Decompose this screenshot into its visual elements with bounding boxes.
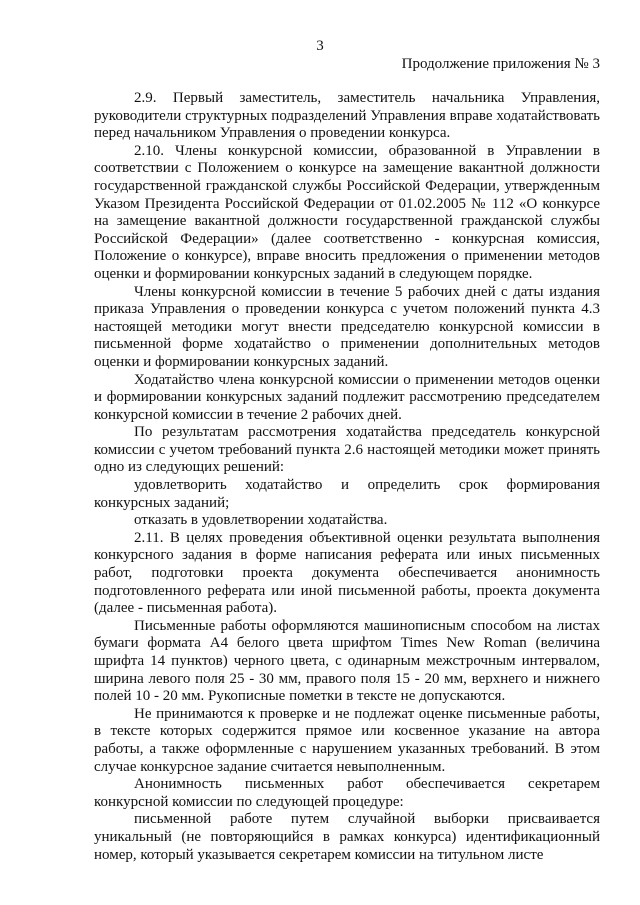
paragraph-decision-approve: удовлетворить ходатайство и определить срок формирования конкурсных заданий; <box>94 477 600 511</box>
paragraph-formatting-rules: Письменные работы оформляются машинописным способом на листах бумаги формата А4 белого цвета шрифтом Times New Roman (величина шрифта 14 пунктов) черного цвета, с одинарным межстрочным интервалом, ширина левого поля 25 - 30 мм, правого поля 15 - 20 мм, верхнего и нижнего полей 10 - 20 мм. Рукописные пометки в тексте не допускаются. <box>94 617 600 705</box>
paragraph-2-10: 2.10. Члены конкурсной комиссии, образованной в Управлении в соответствии с Положением о конкурсе на замещение вакантной должности государственной гражданской службы Российской Федерации, утвержденным Указом Президента Российской Федерации от 01.02.2005 № 112 «О конкурсе на замещение вакантной должности государственной гражданской службы Российской Федерации» (далее соответственно - конкурсная комиссия, Положение о конкурсе), вправе вносить предложения о применении методов оценки и формировании конкурсных заданий в следующем порядке. <box>94 142 600 282</box>
paragraph-petition-review: Ходатайство члена конкурсной комиссии о применении методов оценки и формировании конкурсных заданий подлежит рассмотрению председателем конкурсной комиссии в течение 2 рабочих дней. <box>94 371 600 423</box>
paragraph-id-number: письменной работе путем случайной выборки присваивается уникальный (не повторяющийся в рамках конкурса) идентификационный номер, который указывается секретарем комиссии на титульном листе <box>94 811 600 863</box>
paragraph-anonymity: Анонимность письменных работ обеспечивается секретарем конкурсной комиссии по следующей процедуре: <box>94 776 600 810</box>
running-header: Продолжение приложения № 3 <box>401 56 600 72</box>
page-number: 3 <box>316 38 324 54</box>
paragraph-2-9: 2.9. Первый заместитель, заместитель начальника Управления, руководители структурных подразделений Управления вправе ходатайствовать перед начальником Управления о проведении конкурса. <box>94 90 600 142</box>
paragraph-members-deadline: Члены конкурсной комиссии в течение 5 рабочих дней с даты издания приказа Управления о проведении конкурса с учетом положений пункта 4.3 настоящей методики могут внести председателю конкурсной комиссии в письменной форме ходатайство о применении дополнительных методов оценки и формировании конкурсных заданий. <box>94 283 600 370</box>
paragraph-2-11: 2.11. В целях проведения объективной оценки результата выполнения конкурсного задания в форме написания реферата или иных письменных работ, подготовки проекта документа обеспечивается анонимность подготовленного реферата или иной письменной работы, проекта документа (далее - письменная работа). <box>94 529 600 617</box>
paragraph-rejection: Не принимаются к проверке и не подлежат оценке письменные работы, в тексте которых содержится прямое или косвенное указание на автора работы, а также оформленные с нарушением указанных требований. В этом случае конкурсное задание считается невыполненным. <box>94 705 600 775</box>
body-text <box>94 90 600 864</box>
paragraph-review-results: По результатам рассмотрения ходатайства председатель конкурсной комиссии с учетом требований пункта 2.6 настоящей методики может принять одно из следующих решений: <box>94 424 600 476</box>
paragraph-decision-refuse: отказать в удовлетворении ходатайства. <box>134 512 388 529</box>
